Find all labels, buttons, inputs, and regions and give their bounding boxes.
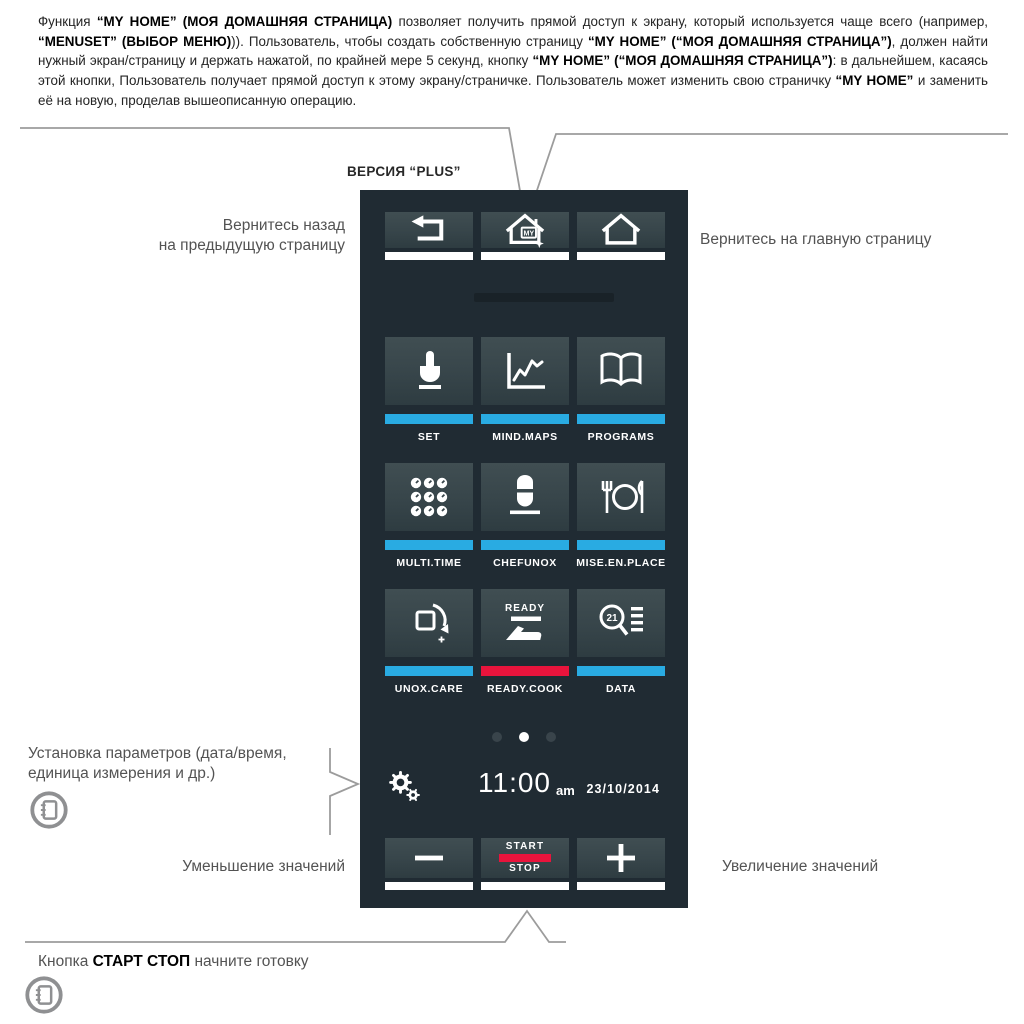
tile-label: SET xyxy=(417,431,441,443)
tile-underline xyxy=(577,666,665,676)
tile-underline xyxy=(385,540,473,550)
clock-display: 11:00 xyxy=(478,767,551,798)
svg-text:MY: MY xyxy=(523,229,535,238)
settings-gear-icon[interactable] xyxy=(387,768,423,804)
tile-underline xyxy=(481,414,569,424)
pager-dot[interactable] xyxy=(546,732,556,742)
tile-label: DATA xyxy=(605,683,636,695)
stop-label: STOP xyxy=(509,863,541,874)
tile-label: PROGRAMS xyxy=(587,431,655,443)
tile-underline xyxy=(385,666,473,676)
tile-row-1 xyxy=(385,337,665,443)
open-book-icon xyxy=(595,349,647,393)
tile-label: MULTI.TIME xyxy=(396,557,462,569)
decrease-annotation: Уменьшение значений xyxy=(182,858,345,875)
increase-annotation: Увеличение значений xyxy=(722,858,879,875)
tile-label: READY.COOK xyxy=(486,683,563,695)
plus-icon xyxy=(599,843,643,873)
tile-underline xyxy=(481,540,569,550)
home-icon xyxy=(596,209,646,251)
svg-text:21: 21 xyxy=(606,613,618,624)
tile-multi-time[interactable] xyxy=(385,463,473,569)
tile-label: MISE.EN.PLACE xyxy=(576,557,666,569)
tile-label: CHEFUNOX xyxy=(493,557,557,569)
button-underline xyxy=(481,882,569,890)
button-underline xyxy=(385,252,473,260)
start-stop-button[interactable] xyxy=(481,838,569,890)
search-list-icon xyxy=(595,601,647,645)
back-button[interactable] xyxy=(385,212,473,260)
multi-clock-icon xyxy=(405,473,453,521)
table-setting-icon xyxy=(595,475,647,519)
tile-ready-cook[interactable] xyxy=(481,589,569,695)
oven-touch-panel xyxy=(360,190,688,908)
minus-icon xyxy=(407,843,451,873)
manual-book-icon xyxy=(23,974,65,1021)
my-home-button[interactable] xyxy=(481,212,569,260)
date-display: 23/10/2014 xyxy=(586,782,660,796)
intro-paragraph: Функция “MY HOME” (МОЯ ДОМАШНЯЯ СТРАНИЦА) позволяет получить прямой доступ к экрану, который используется чаще всего (например, “MENUSET” (ВЫБОР МЕНЮ))). Пользователь, чтобы создать собственную страницу “MY HOME” (“МОЯ ДОМАШНЯЯ СТРАНИЦА”), должен найти нужный экран/страницу и держать нажатой, по крайней мере 5 секунд, кнопку “MY HOME” (“МОЯ ДОМАШНЯЯ СТРАНИЦА”): в дальнейшем, касаясь этой кнопки, Пользователь получает прямой доступ к этому экрану/страничке. Пользователь может изменить свою страничку “MY HOME” и заменить её на новую, проделав вышеописанную операцию. xyxy=(38,14,988,108)
start-label: START xyxy=(505,841,545,852)
svg-text:READY: READY xyxy=(504,603,546,614)
home-button[interactable] xyxy=(577,212,665,260)
tile-underline xyxy=(577,414,665,424)
version-label: ВЕРСИЯ “PLUS” xyxy=(347,164,461,179)
home-annotation: Вернитесь на главную страницу xyxy=(700,231,932,248)
faint-screen-text xyxy=(474,293,614,302)
settings-annotation: Установка параметров (дата/время, единица измерения и др.) xyxy=(28,745,287,783)
tile-chefunox[interactable] xyxy=(481,463,569,569)
tile-unox-care[interactable] xyxy=(385,589,473,695)
pager-dot[interactable] xyxy=(492,732,502,742)
tile-underline xyxy=(385,414,473,424)
pager-dot[interactable] xyxy=(519,732,529,742)
manual-book-icon xyxy=(28,789,70,836)
tile-data[interactable] xyxy=(577,589,665,695)
start-stop-red-bar xyxy=(499,854,551,862)
rotation-icon xyxy=(405,599,453,647)
controls-row xyxy=(385,838,665,890)
tile-label: UNOX.CARE xyxy=(394,683,464,695)
tile-row-2 xyxy=(385,463,665,569)
button-underline xyxy=(481,252,569,260)
button-underline xyxy=(385,882,473,890)
start-stop-annotation: Кнопка СТАРТ СТОП начните готовку xyxy=(38,953,309,970)
nav-row xyxy=(385,212,665,260)
chart-icon xyxy=(501,349,549,393)
tile-set[interactable] xyxy=(385,337,473,443)
chef-icon xyxy=(501,473,549,521)
tile-label: MIND.MAPS xyxy=(492,431,558,443)
minus-button[interactable] xyxy=(385,838,473,890)
meridiem-label: am xyxy=(556,783,575,798)
tile-underline xyxy=(481,666,569,676)
my-home-icon xyxy=(500,209,550,251)
press-hand-icon xyxy=(405,347,453,395)
tile-mise-en-place[interactable] xyxy=(577,463,665,569)
back-icon xyxy=(406,213,452,247)
tile-programs[interactable] xyxy=(577,337,665,443)
plus-button[interactable] xyxy=(577,838,665,890)
page-indicator xyxy=(360,732,688,742)
ready-hand-icon xyxy=(497,599,553,647)
tile-underline xyxy=(577,540,665,550)
tile-mind-maps[interactable] xyxy=(481,337,569,443)
tile-row-3 xyxy=(385,589,665,695)
button-underline xyxy=(577,252,665,260)
back-annotation: Вернитесь назад на предыдущую страницу xyxy=(158,217,345,255)
button-underline xyxy=(577,882,665,890)
